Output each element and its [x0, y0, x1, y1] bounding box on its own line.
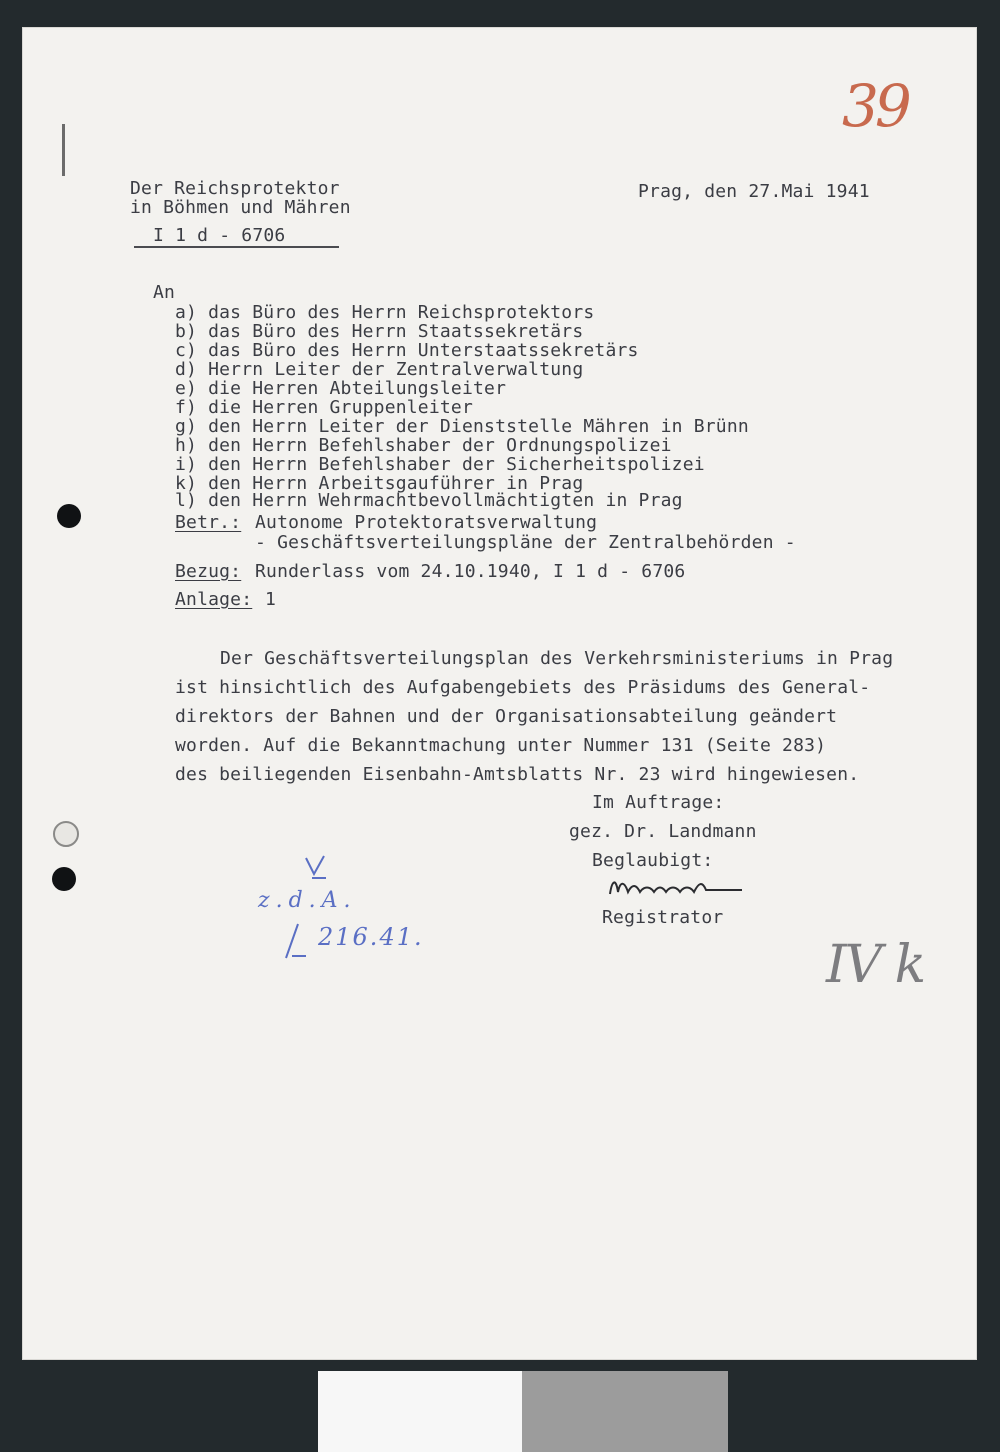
- body-line: direktors der Bahnen und der Organisationsabteilung geändert: [175, 706, 838, 727]
- recipient-item: g) den Herrn Leiter der Dienststelle Mähren in Brünn: [175, 416, 749, 437]
- recipient-item: b) das Büro des Herrn Staatssekretärs: [175, 321, 584, 342]
- body-line: Der Geschäftsverteilungsplan des Verkehrsministeriums in Prag: [220, 648, 894, 669]
- sender-line-2: in Böhmen und Mähren: [130, 197, 351, 218]
- body-line: ist hinsichtlich des Aufgabengebiets des Präsidums des General-: [175, 677, 871, 698]
- punch-hole: [57, 504, 81, 528]
- recipient-item: d) Herrn Leiter der Zentralverwaltung: [175, 359, 584, 380]
- signed-by: gez. Dr. Landmann: [569, 821, 757, 842]
- place-date: Prag, den 27.Mai 1941: [638, 181, 870, 202]
- recipient-item: e) die Herren Abteilungsleiter: [175, 378, 507, 399]
- calibration-strip-white: [318, 1371, 522, 1452]
- im-auftrage: Im Auftrage:: [592, 792, 725, 813]
- recipient-item: l) den Herrn Wehrmachtbevollmächtigten in Prag: [175, 490, 683, 511]
- reference-underline: [134, 246, 339, 248]
- bezug-text: Runderlass vom 24.10.1940, I 1 d - 6706: [255, 561, 686, 582]
- registrator: Registrator: [602, 907, 724, 928]
- reference-number: I 1 d - 6706: [153, 225, 286, 246]
- handwritten-signature: [606, 874, 746, 900]
- handwritten-mark: IV k: [826, 935, 925, 995]
- recipient-item: c) das Büro des Herrn Unterstaatssekretärs: [175, 340, 639, 361]
- recipient-item: f) die Herren Gruppenleiter: [175, 397, 473, 418]
- recipient-item: h) den Herrn Befehlshaber der Ordnungspolizei: [175, 435, 672, 456]
- betr-line-2: - Geschäftsverteilungspläne der Zentralbehörden -: [255, 532, 796, 553]
- anlage-text: 1: [265, 589, 277, 610]
- handwritten-note-line-1: z.d.A.: [258, 888, 357, 913]
- page-number: 39: [842, 72, 908, 140]
- recipient-item: a) das Büro des Herrn Reichsprotektors: [175, 302, 595, 323]
- betr-label: Betr.:: [175, 512, 242, 533]
- betr-line-1: Autonome Protektoratsverwaltung: [255, 512, 598, 533]
- recipient-item: k) den Herrn Arbeitsgauführer in Prag: [175, 473, 584, 494]
- blue-check-mark: [302, 852, 332, 882]
- beglaubigt: Beglaubigt:: [592, 850, 714, 871]
- an-label: An: [153, 282, 176, 303]
- calibration-strip-gray: [522, 1371, 728, 1452]
- punch-hole: [52, 867, 76, 891]
- blue-slash-mark: [280, 922, 310, 962]
- body-line: des beiliegenden Eisenbahn-Amtsblatts Nr. 23 wird hingewiesen.: [175, 764, 860, 785]
- punch-hole-outline: [53, 821, 79, 847]
- anlage-label: Anlage:: [175, 589, 253, 610]
- recipient-item: i) den Herrn Befehlshaber der Sicherheitspolizei: [175, 454, 705, 475]
- sender-line-1: Der Reichsprotektor: [130, 178, 340, 199]
- handwritten-note-line-2: 216.41.: [318, 923, 424, 951]
- margin-mark: [62, 124, 65, 176]
- body-line: worden. Auf die Bekanntmachung unter Nummer 131 (Seite 283): [175, 735, 827, 756]
- bezug-label: Bezug:: [175, 561, 242, 582]
